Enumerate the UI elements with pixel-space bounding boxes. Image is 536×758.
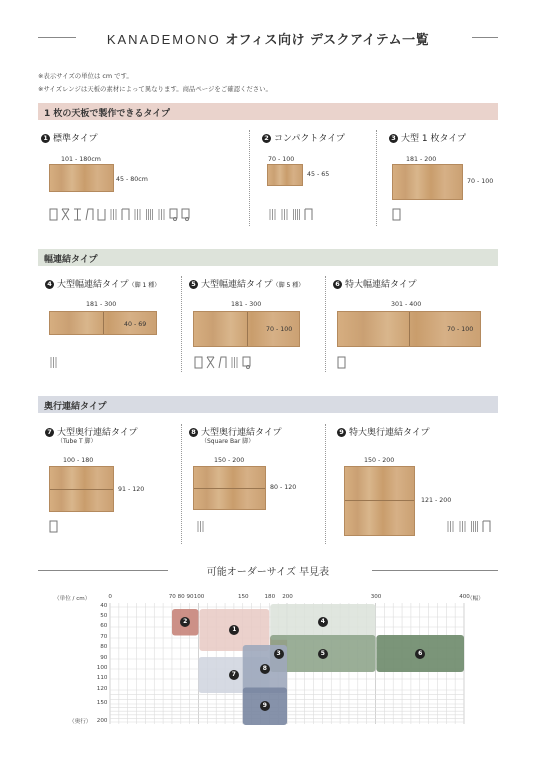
y-tick: 80 — [100, 644, 108, 650]
y-tick: 90 — [100, 655, 108, 661]
y-tick: 120 — [96, 686, 108, 692]
item-4-width: 181 - 300 — [86, 301, 117, 308]
y-tick: 200 — [96, 718, 108, 724]
item-title-5: 5 大型幅連結タイプ（脚 5 種） — [189, 277, 304, 290]
zone-number-1: 1 — [229, 625, 239, 635]
zone-number-9: 9 — [260, 701, 270, 711]
item-1-depth: 45 - 80cm — [116, 176, 148, 183]
x-tick: 0 — [108, 594, 112, 600]
item-6-width: 301 - 400 — [391, 301, 422, 308]
brand-name: KANADEMONO — [106, 32, 221, 47]
section-band-width: 幅連結タイプ — [38, 249, 498, 266]
y-tick: 100 — [96, 665, 108, 671]
zone-number-5: 5 — [318, 649, 328, 659]
item-title-7: 7 大型奥行連結タイプ — [45, 425, 138, 438]
x-tick: 400 — [459, 594, 470, 600]
zone-number-6: 6 — [415, 649, 425, 659]
chart-title: 可能オーダーサイズ 早見表 — [206, 567, 330, 578]
item-9-width: 150 - 200 — [364, 457, 395, 464]
zone-number-7: 7 — [229, 670, 239, 680]
y-tick: 110 — [96, 675, 108, 681]
chart-unit-label: （単位 / cm） — [54, 596, 91, 602]
item-title-2: 2 コンパクトタイプ — [262, 131, 345, 144]
note-unit: ※表示サイズの単位は cm です。 — [38, 72, 133, 80]
section-band-single: 1 枚の天板で製作できるタイプ — [38, 103, 498, 120]
x-tick: 180 — [264, 594, 276, 600]
x-tick: 70 — [168, 594, 176, 600]
item-5-depth: 70 - 100 — [266, 326, 293, 333]
x-tick: 200 — [282, 594, 293, 600]
item-8-depth: 80 - 120 — [270, 484, 297, 491]
x-tick: 80 — [177, 594, 185, 600]
title-text: オフィス向け デスクアイテム一覧 — [225, 33, 430, 48]
note-range: ※サイズレンジは天板の素材によって異なります。商品ページをご確認ください。 — [38, 85, 272, 93]
item-5-width: 181 - 300 — [231, 301, 262, 308]
zone-number-3: 3 — [274, 649, 284, 659]
item-8-width: 150 - 200 — [214, 457, 245, 464]
item-4-depth: 40 - 69 — [124, 321, 147, 328]
x-tick: 90 — [186, 594, 194, 600]
zone-number-8: 8 — [260, 664, 270, 674]
x-tick: 100 — [193, 594, 205, 600]
y-tick: 70 — [100, 634, 108, 640]
item-7-width: 100 - 180 — [63, 457, 94, 464]
zone-number-4: 4 — [318, 617, 328, 627]
y-tick: 150 — [96, 700, 108, 706]
item-8-note: （Square Bar 脚） — [201, 438, 255, 445]
item-title-4: 4 大型幅連結タイプ（脚 1 種） — [45, 277, 160, 290]
item-title-6: 6 特大幅連結タイプ — [333, 277, 417, 290]
item-7-depth: 91 - 120 — [118, 486, 145, 493]
item-7-note: （Tube T 脚） — [57, 438, 97, 445]
y-tick: 40 — [100, 603, 108, 609]
item-title-8: 8 大型奥行連結タイプ — [189, 425, 282, 438]
item-1-width: 101 - 180cm — [61, 156, 101, 163]
item-2-depth: 45 - 65 — [307, 171, 330, 178]
x-tick: 150 — [237, 594, 249, 600]
item-3-depth: 70 - 100 — [467, 178, 494, 185]
chart-depth-label: （奥行） — [69, 719, 92, 725]
chart-width-label: （幅） — [467, 596, 484, 602]
y-tick: 60 — [100, 623, 108, 629]
item-title-3: 3 大型 1 枚タイプ — [389, 131, 466, 144]
section-band-depth: 奥行連結タイプ — [38, 396, 498, 413]
item-title-1: 1 標準タイプ — [41, 131, 98, 144]
item-title-9: 9 特大奥行連結タイプ — [337, 425, 430, 438]
y-tick: 50 — [100, 613, 108, 619]
item-2-width: 70 - 100 — [268, 156, 295, 163]
item-6-depth: 70 - 100 — [447, 326, 474, 333]
zone-number-2: 2 — [180, 617, 190, 627]
x-tick: 300 — [370, 594, 382, 600]
item-9-depth: 121 - 200 — [421, 497, 452, 504]
item-3-width: 181 - 200 — [406, 156, 437, 163]
